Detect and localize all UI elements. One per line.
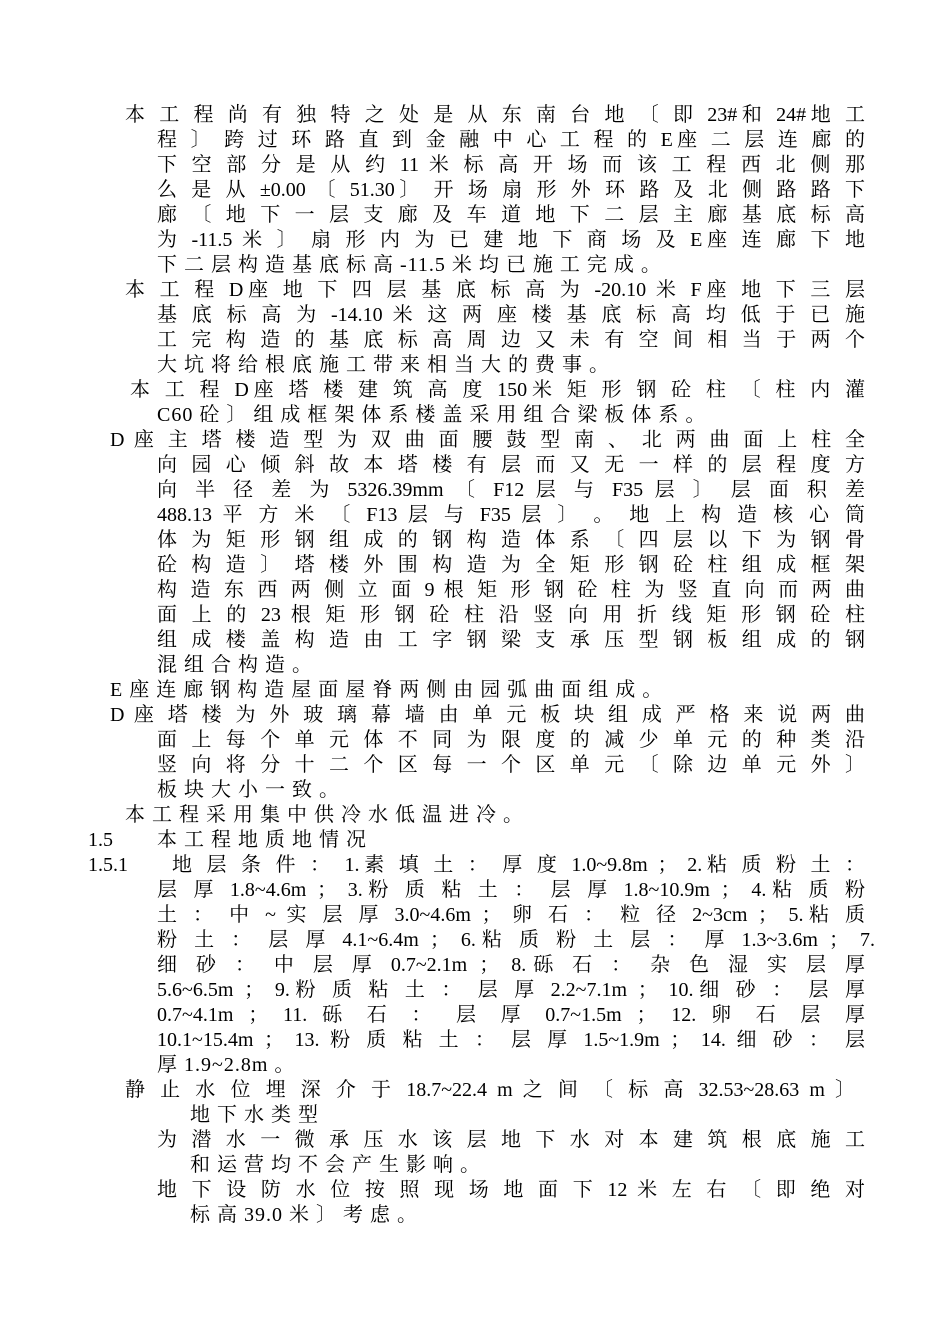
text-line: 么 是 从 ±0.00 〔 51.30〕 开 场 扇 形 外 环 路 及 北 侧 路 路 下 [157,179,865,201]
text-line: 程 〕 跨 过 环 路 直 到 金 融 中 心 工 程 的 E座 二 层 连 廊 的 [157,129,865,151]
text-line: 下 二 层 构 造 基 底 标 高 -11.5 米 均 已 施 工 完 成 。 [157,254,662,276]
text-line: 土 ： 中 ~ 实 层 厚 3.0~4.6m ； 卵 石 ： 粒 径 2~3cm ； 5.粘 质 [157,904,865,926]
text-line: 本 工 程 尚 有 独 特 之 处 是 从 东 南 台 地 〔 即 23#和 24#地 工 [125,104,865,126]
text-line: 本 工 程 采 用 集 中 供 冷 水 低 温 进 冷 。 [125,804,524,826]
text-line: 组 成 楼 盖 构 造 由 工 字 钢 梁 支 承 压 型 钢 板 组 成 的 钢 [157,629,865,651]
text-line: 工 完 构 造 的 基 底 标 高 周 边 又 未 有 空 间 相 当 于 两 个 [157,329,865,351]
text-line: 体 为 矩 形 钢 组 成 的 钢 构 造 体 系 〔 四 层 以 下 为 钢 骨 [157,529,865,551]
text-line: 地 下 水 类 型 [190,1104,319,1126]
text-line: 基 底 标 高 为 -14.10 米 这 两 座 楼 基 底 标 高 均 低 于 已 施 [157,304,865,326]
text-line: 地 层 条 件 ： 1.素 填 土 ： 厚 度 1.0~9.8m ； 2.粘 质 粉 土 ： [172,854,865,876]
text-line: 面 上 的 23 根 矩 形 钢 砼 柱 沿 竖 向 用 折 线 矩 形 钢 砼 柱 [157,604,865,626]
text-line: 厚 1.9~2.8m 。 [157,1054,296,1076]
text-line: 5.6~6.5m ； 9.粉 质 粘 土 ： 层 厚 2.2~7.1m ； 10.细 砂 ： 层 厚 [157,979,865,1001]
text-line: D 座 主 塔 楼 造 型 为 双 曲 面 腰 鼓 型 南 、 北 两 曲 面 上 柱 全 [110,429,865,451]
text-line: 细 砂 ： 中 层 厚 0.7~2.1m ； 8.砾 石 ： 杂 色 湿 实 层 厚 [157,954,865,976]
text-line: 砼 构 造 〕 塔 楼 外 围 构 造 为 全 矩 形 钢 砼 柱 组 成 框 架 [157,554,865,576]
text-line: C60 砼 〕 组 成 框 架 体 系 楼 盖 采 用 组 合 梁 板 体 系 。 [157,404,707,426]
text-line: 静 止 水 位 埋 深 介 于 18.7~22.4 m 之 间 〔 标 高 32.53~28.63 m 〕 [125,1079,855,1101]
text-line: 地 下 设 防 水 位 按 照 现 场 地 面 下 12 米 左 右 〔 即 绝 对 [157,1179,865,1201]
text-line: 面 上 每 个 单 元 体 不 同 为 限 度 的 减 少 单 元 的 种 类 沿 [157,729,865,751]
text-line: 本 工 程 D座 塔 楼 建 筑 高 度 150米 矩 形 钢 砼 柱 〔 柱 内 灌 [130,379,865,401]
text-line: 板 块 大 小 一 致 。 [157,779,340,801]
text-line: 廊 〔 地 下 一 层 支 廊 及 车 道 地 下 二 层 主 廊 基 底 标 高 [157,204,865,226]
text-line: 488.13 平 方 米 〔 F13 层 与 F35 层 〕 。 地 上 构 造 核 心 筒 [157,504,865,526]
text-line: 层 厚 1.8~4.6m ； 3.粉 质 粘 土 ： 层 厚 1.8~10.9m ； 4.粘 质 粉 [157,879,865,901]
text-line: 竖 向 将 分 十 二 个 区 每 一 个 区 单 元 〔 除 边 单 元 外 〕 [157,754,865,776]
text-line: 10.1~15.4m ； 13. 粉 质 粘 土 ： 层 厚 1.5~1.9m ； 14. 细 砂 ： 层 [157,1029,865,1051]
text-line: 标 高 39.0 米 〕 考 虑 。 [190,1204,418,1226]
text-line: 为 潜 水 一 微 承 压 水 该 层 地 下 水 对 本 建 筑 根 底 施 工 [157,1129,865,1151]
text-line: 混 组 合 构 造 。 [157,654,313,676]
text-line: 构 造 东 西 两 侧 立 面 9 根 矩 形 钢 砼 柱 为 竖 直 向 而 两 曲 [157,579,865,601]
text-line: 粉 土 ： 层 厚 4.1~6.4m ； 6.粘 质 粉 土 层 ： 厚 1.3~3.6m ； 7. [157,929,875,951]
section-number: 1.5.1 [88,854,128,876]
text-line: E 座 连 廊 钢 构 造 屋 面 屋 脊 两 侧 由 园 弧 曲 面 组 成 。 [110,679,664,701]
section-number: 1.5 [88,829,113,851]
text-line: 为 -11.5 米 〕 扇 形 内 为 已 建 地 下 商 场 及 E座 连 廊 下 地 [157,229,865,251]
section-title: 本 工 程 地 质 地 情 况 [157,829,367,851]
text-line: 0.7~4.1m ； 11. 砾 石 ： 层 厚 0.7~1.5m ； 12. 卵 石 层 厚 [157,1004,865,1026]
text-line: 大 坑 将 给 根 底 施 工 带 来 相 当 大 的 费 事 。 [157,354,610,376]
text-line: 向 园 心 倾 斜 故 本 塔 楼 有 层 而 又 无 一 样 的 层 程 度 方 [157,454,865,476]
text-line: 下 空 部 分 是 从 约 11 米 标 高 开 场 而 该 工 程 西 北 侧 那 [157,154,865,176]
text-line: D 座 塔 楼 为 外 玻 璃 幕 墙 由 单 元 板 块 组 成 严 格 来 说 两 曲 [110,704,865,726]
text-line: 和 运 营 均 不 会 产 生 影 响 。 [190,1154,481,1176]
text-line: 本 工 程 D座 地 下 四 层 基 底 标 高 为 -20.10 米 F座 地 下 三 层 [125,279,865,301]
text-line: 向 半 径 差 为 5326.39mm 〔 F12 层 与 F35 层 〕 层 面 积 差 [157,479,865,501]
